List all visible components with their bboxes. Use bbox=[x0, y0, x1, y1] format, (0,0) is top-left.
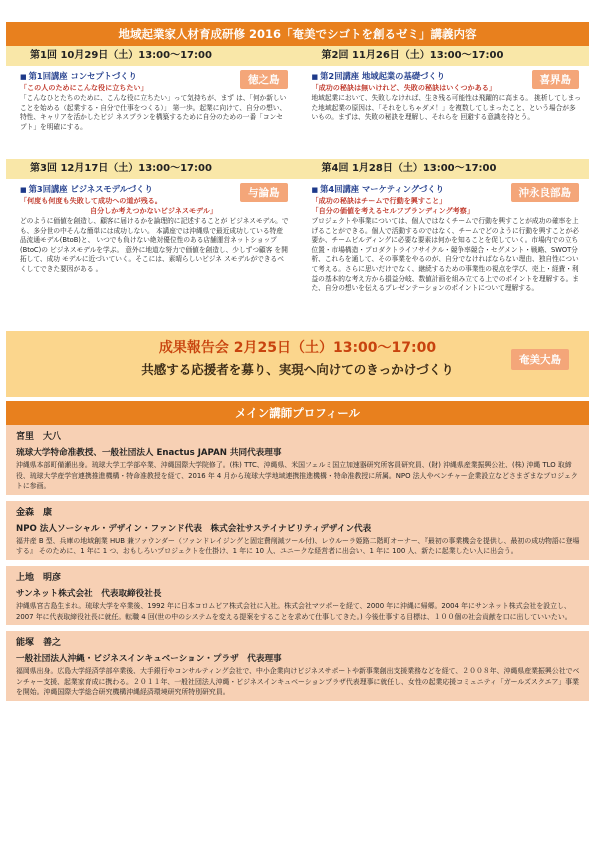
session-1-subtitle: 「この人のためにこんな役に立ちたい」 bbox=[20, 83, 148, 92]
session-4-card bbox=[298, 179, 590, 331]
profile-bio: 福井産 B 型、兵庫の地域創業 HUB 兼ファウンダー（ファンドレイジングと固定費削減ツール付)、レウルーラ姫路二階町オーナー、『最初の事業機会を提供し、最初の成功物語に登場する』 そのために、1 年に 1 つ、おもしろいプロジェクトを仕掛け、1 年に 10 人、ユニークな経営者に出会い、1 年に 100 人、新たに起業したい人に出会う。 bbox=[16, 536, 580, 556]
lecture-row-1 bbox=[6, 66, 589, 159]
profile-name: 能塚 善之 bbox=[16, 638, 62, 649]
report-subtitle: 共感する応援者を募り、実現へ向けてのきっかけづくり bbox=[141, 362, 454, 377]
profile-bio: 沖縄県本部町備瀬出身。琉球大学工学部卒業、沖縄国際大学院修了。(株) TTC、沖縄県、米国フェルミ国立加速器研究所客員研究員、(財) 沖縄県産業振興公社、(株) 沖縄 TLO 取締役、琉球大学産学官連携推進機構・特命准教授を経て、2016 年 4 月から琉球大学地域連携推進機構・特命准教授に所属。NPO 法人やベンチャー企業設立などさまざまなプロジェクトに参画。 bbox=[16, 461, 578, 491]
profile-card bbox=[6, 425, 589, 495]
profile-role: 琉球大学特命准教授、一般社団法人 Enactus JAPAN 共同代表理事 bbox=[16, 448, 282, 458]
profiles-list bbox=[6, 425, 589, 701]
profile-role: NPO 法人ソーシャル・デザイン・ファンド代表 株式会社サステイナビリティデザイン代表 bbox=[16, 523, 372, 534]
profile-card bbox=[6, 631, 589, 701]
session-4-location-tag: 沖永良部島 bbox=[511, 183, 580, 202]
session-3-course-title: ■ 第3回講座 ビジネスモデルづくり bbox=[20, 184, 153, 194]
date-row-1 bbox=[6, 46, 589, 66]
profile-header: メイン講師プロフィール bbox=[6, 401, 589, 425]
report-section bbox=[6, 331, 589, 397]
session-1-card bbox=[6, 66, 298, 159]
lecture-row-2 bbox=[6, 179, 589, 331]
profile-role: 一般社団法人沖縄・ビジネスインキュベーション・プラザ 代表理事 bbox=[16, 654, 282, 665]
square-bullet-icon: ■ bbox=[20, 186, 27, 194]
profile-card bbox=[6, 501, 589, 560]
square-bullet-icon: ■ bbox=[20, 73, 27, 81]
session-2-course-title: ■ 第2回講座 地域起業の基礎づくり bbox=[311, 71, 445, 81]
session-1-body: 「こんなひとたちのために、こんな役に立ちたい」って気持ちが、まず は、「何か新しいことを始める（起業する・自分で仕事をつくる）」 第一歩。起業に向けて、自分の想い、特性、キャリアを活かしたビジ ネスプランを構築するために自分のための一番「コンセプト」を明確にする。 bbox=[20, 94, 287, 131]
session-2-date: 第2回 11月26日（土）13:00～17:00 bbox=[321, 50, 504, 61]
flyer-page bbox=[6, 22, 589, 701]
session-4-body: プロジェクトや事業については、個人ではなくチームで行動を興すことが成功の確率を上げることができる。個人で活動するのではなく、チームでどのように行動を興すことが必要か、チームビルディングに必要な要素は何かを知ることを促していく。市場内での立ち位置・市場構造・プロダクトライフサイクル・競争率競合・セグメント・戦略、SWOT分析、これらを通して、その事業をやるのが、自分でなければならない理由、独自性について考える。さらに思いだけでなく、継続するための事業性の視点を学び、売上・経費・利益の基本的な考え方から損益分岐、数値計画を組み立てる上でのポイントを理解する。また、自分の想いを伝えるプレゼンテーションのポイントについて理解する。 bbox=[311, 217, 579, 293]
profile-name: 宮里 大八 bbox=[16, 432, 62, 442]
session-1-date: 第1回 10月29日（土）13:00～17:00 bbox=[30, 50, 212, 61]
session-2-card bbox=[298, 66, 590, 159]
profile-card bbox=[6, 566, 589, 625]
session-4-subtitle: 「成功の秘訣はチームで行動を興すこと」 bbox=[311, 196, 447, 205]
square-bullet-icon: ■ bbox=[311, 186, 319, 194]
profile-name: 上地 明彦 bbox=[16, 572, 62, 583]
session-3-subtitle: 「何度も何度も失敗して成功への道が残る。 bbox=[20, 196, 162, 205]
profile-bio: 沖縄県宮古島生まれ。琉球大学を卒業後、1992 年に日本コロムビア株式会社に入社。株式会社マツポーを経て、2000 年に沖縄に帰郷。2004 年にサンネット株式会社を設立し、2007 年に代表取締役社長に就任。転職 4 回(世の中のシステムを変える提案をすることを求めて仕事してきた。) 今後仕事する目標は、１００個の社会貢献を口に出していいたい。 bbox=[16, 601, 572, 621]
report-title: 成果報告会 2月25日（土）13:00～17:00 bbox=[158, 340, 437, 356]
session-3-subtitle-line2: 自分しか考えつかないビジネスモデル」 bbox=[90, 206, 217, 215]
profile-bio: 福岡県出身。広島大学経済学部卒業後、大手銀行やコンサルティング会社で、中小企業向けビジネスサポートや新事業創出支援業務などを経て、２００８年、沖縄県産業振興公社でベンチャー支援、起業家育成に携わる。２０１１年、一般社団法人沖縄・ビジネスインキュベーションプラザ代表理事に就任し、女性の起業応援コミュニティ「ガールズスクエア」事業を開始。沖縄国際大学総合研究機構沖縄経済環境研究所特別研究員。 bbox=[16, 667, 580, 697]
session-3-body: どのように価値を創造し、顧客に届けるかを論理的に記述することが ビジネスモデル。でも、多分世の中そんな簡単には成功しない。 本講座では沖縄県で最近成功している特産品流通モデル(BtoB)と、 いつでも負けない絶対優位性のある店舗運営ネットショップ(BtoC)の ビジネスモデルを学ぶ。 意外に地道な努力で価値を創造し、少しずつ顧客 を開拓して、成功 モデルに近づいていく。そこには、素晴らしいビジネ スモデルができるべくしてできた要因がある 。 bbox=[20, 217, 289, 273]
profile-name: 金森 康 bbox=[16, 507, 53, 518]
session-1-location-tag: 徳之島 bbox=[240, 70, 288, 89]
session-4-course-title: ■ 第4回講座 マーケティングづくり bbox=[311, 184, 444, 194]
session-2-body: 地域起業において、失敗しなければ、生き残る可能性は飛躍的に高まる。 挑析してしまった地域起業の原因は、「それをしちゃダメ！」を複数してしまったこと、という場合が多いもの。まずは、失敗の秘訣を理解し、それらを 回避する意識を持とう。 bbox=[311, 94, 581, 122]
session-2-subtitle: 「成功の秘訣は無いけれど、失敗の秘訣はいくつかある」 bbox=[311, 83, 496, 92]
date-row-2 bbox=[6, 159, 589, 179]
session-4-subtitle-line2: 「自分の価値を考えるセルフブランディング考察」 bbox=[311, 206, 474, 215]
session-3-card bbox=[6, 179, 298, 331]
session-4-date: 第4回 1月28日（土）13:00～17:00 bbox=[321, 163, 497, 174]
profile-role: サンネット株式会社 代表取締役社長 bbox=[16, 588, 162, 599]
session-3-date: 第3回 12月17日（土）13:00～17:00 bbox=[30, 163, 212, 174]
flyer-title: 地域起業家人材育成研修 2016「奄美でシゴトを創るゼミ」講義内容 bbox=[6, 22, 589, 46]
session-1-course-title: ■ 第1回講座 コンセプトづくり bbox=[20, 71, 137, 81]
session-3-location-tag: 与論島 bbox=[240, 183, 288, 202]
report-location-tag: 奄美大島 bbox=[511, 349, 569, 370]
square-bullet-icon: ■ bbox=[311, 73, 319, 81]
session-2-location-tag: 喜界島 bbox=[532, 70, 580, 89]
